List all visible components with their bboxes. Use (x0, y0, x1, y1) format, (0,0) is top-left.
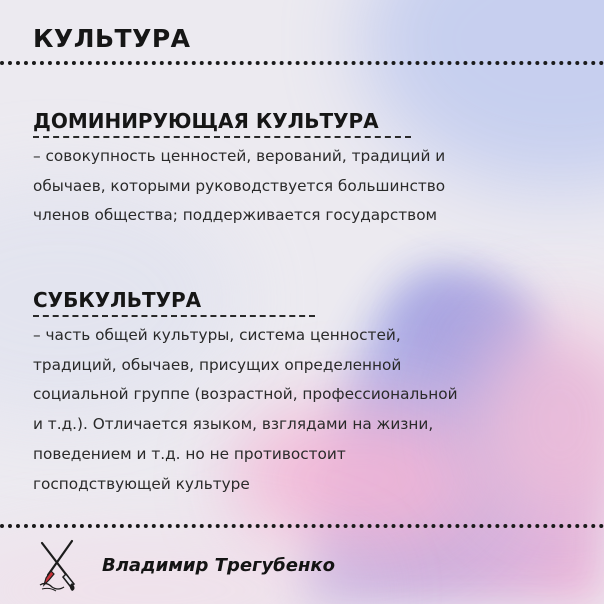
definition-line: традиций, обычаев, присущих определенной (33, 355, 402, 374)
definition-line: – часть общей культуры, система ценностей, (33, 326, 401, 344)
definition-line: членов общества; поддерживается государством (33, 206, 438, 225)
crossed-pen-and-brush-icon (36, 537, 80, 593)
section-definition (33, 142, 445, 231)
definition-line: поведением и т.д. но не противостоит (33, 444, 346, 463)
section-subculture (33, 290, 458, 499)
section-dominant-culture (33, 111, 445, 231)
footer (36, 537, 335, 593)
author-name: Владимир Трегубенко (102, 554, 335, 576)
section-heading: СУБКУЛЬТУРА (33, 290, 315, 317)
top-dotted-divider (0, 61, 604, 65)
section-heading: ДОМИНИРУЮЩАЯ КУЛЬТУРА (33, 111, 411, 138)
definition-line: господствующей культуре (33, 474, 250, 493)
definition-line: и т.д.). Отличается языком, взглядами на жизни, (33, 415, 434, 434)
definition-line: обычаев, которыми руководствуется большинство (33, 176, 446, 195)
definition-line: – совокупность ценностей, верований, традиций и (33, 147, 446, 165)
section-definition (33, 321, 458, 499)
definition-line: социальной группе (возрастной, профессиональной (33, 385, 458, 404)
bottom-dotted-divider (0, 524, 604, 528)
page-title: КУЛЬТУРА (33, 24, 191, 53)
